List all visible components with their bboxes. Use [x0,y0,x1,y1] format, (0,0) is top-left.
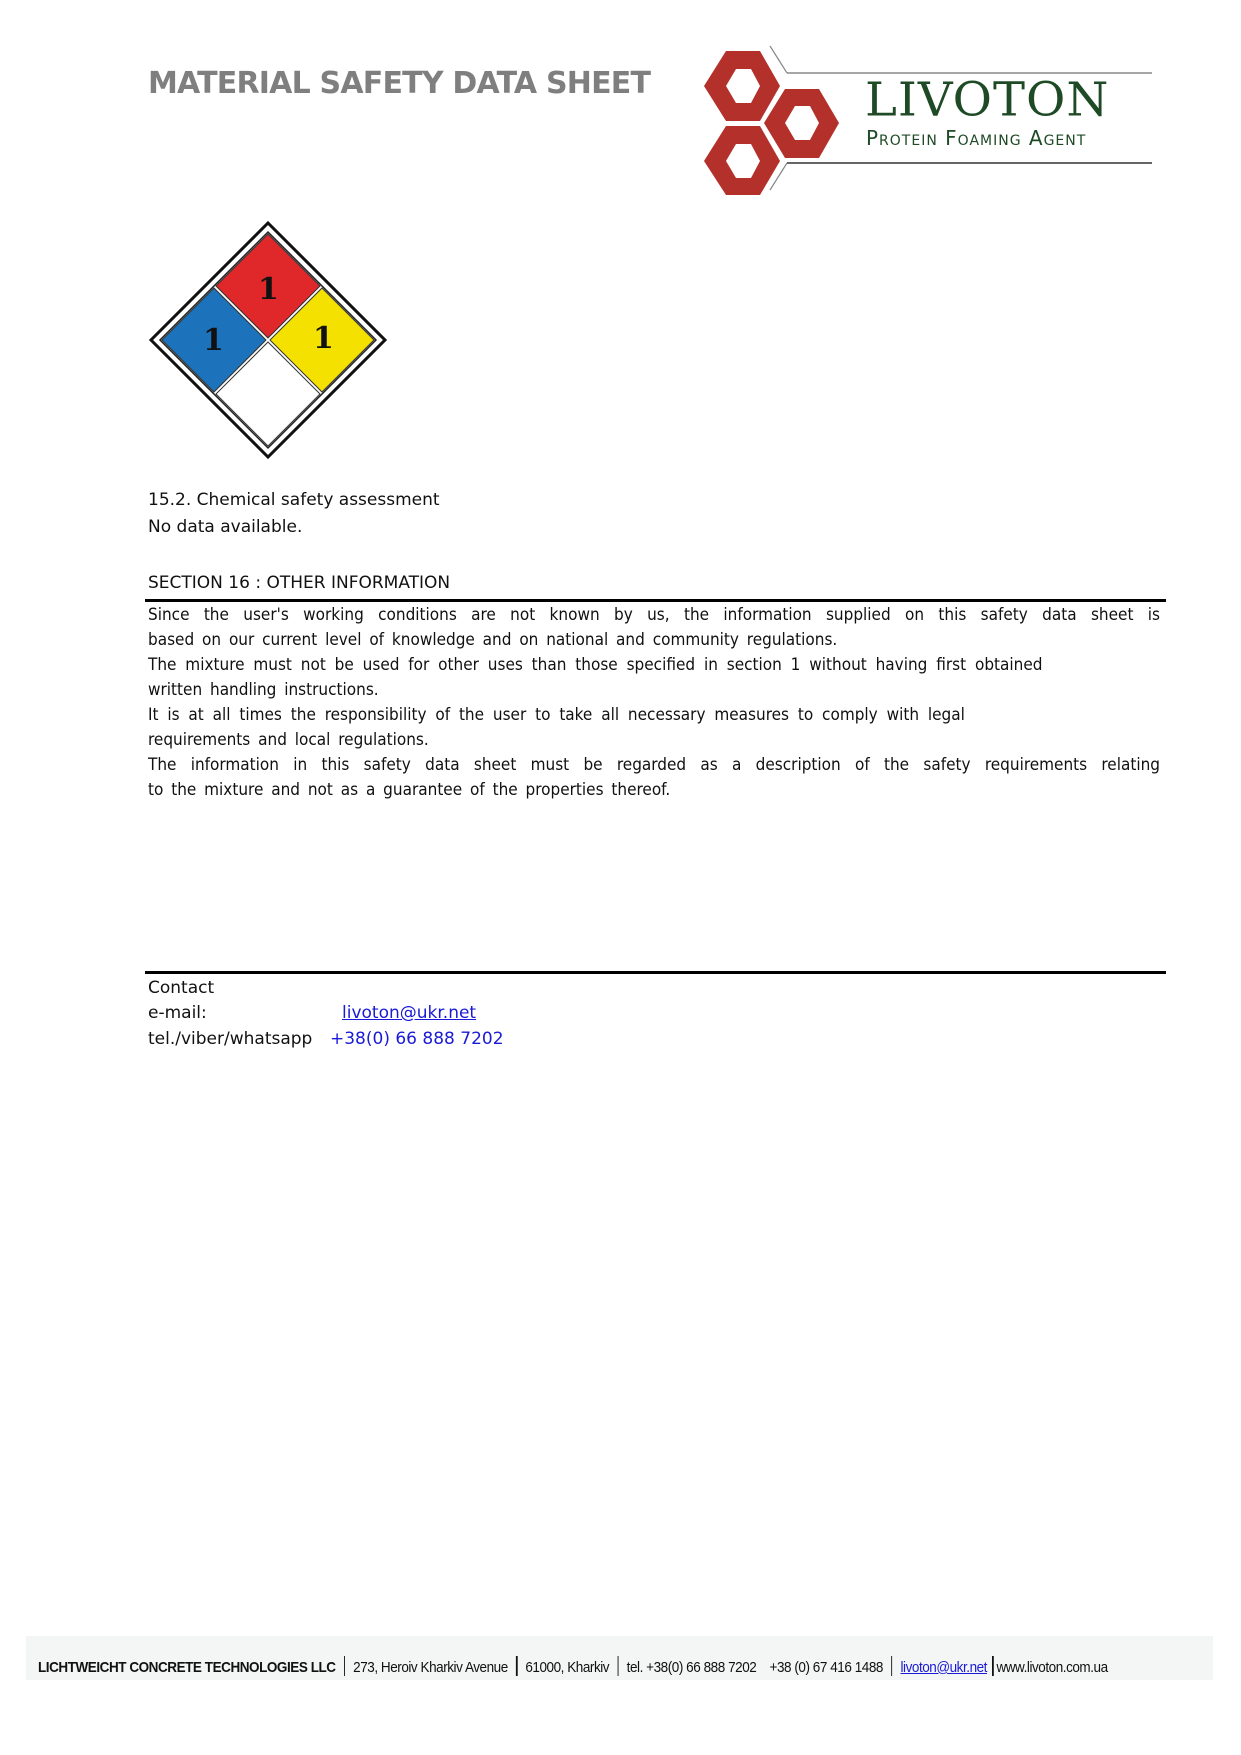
paragraph-line: The mixture must not be used for other uses than those specified in section 1 without having first obtained [148,655,1043,675]
paragraph-line: The information in this safety data sheet must be regarded as a description of the safety requirements relating [148,755,1160,775]
footer-company: LICHTWEICHT CONCRETE TECHNOLOGIES LLC [38,1659,336,1676]
contact-divider [145,971,1166,974]
logo-name: LIVOTON [865,72,1110,128]
paragraph-line: written handling instructions. [148,680,379,700]
footer-separator [992,1656,993,1676]
section-15-2-heading: 15.2. Chemical safety assessment [148,490,440,510]
section-15-2-text: No data available. [148,517,303,537]
flammability-rating: 1 [258,272,279,307]
reactivity-rating: 1 [313,321,334,356]
nfpa-hazard-diamond [148,220,388,460]
paragraph-line: based on our current level of knowledge and on national and community regulations. [148,630,838,650]
paragraph-line: Since the user's working conditions are not known by us, the information supplied on this safety data sheet is [148,605,1160,625]
paragraph-line: requirements and local regulations. [148,730,429,750]
paragraph-line: to the mixture and not as a guarantee of the properties thereof. [148,780,671,800]
section-16-heading: SECTION 16 : OTHER INFORMATION [148,573,451,593]
contact-phone: +38(0) 66 888 7202 [330,1029,504,1049]
page-footer [26,1636,1213,1680]
contact-heading: Contact [148,978,215,998]
livoton-logo [690,40,1160,200]
footer-separator [516,1656,517,1676]
health-rating: 1 [203,323,224,358]
phone-label: tel./viber/whatsapp [148,1029,313,1049]
footer-address: 273, Heroiv Kharkiv Avenue [353,1659,508,1676]
document-title: MATERIAL SAFETY DATA SHEET [148,66,651,101]
nfpa-diamond-icon [148,220,388,460]
section-divider [145,599,1166,602]
footer-website[interactable]: www.livoton.com.ua [996,1659,1108,1676]
logo-tagline: Protein Foaming Agent [866,126,1087,150]
footer-separator [344,1656,345,1676]
footer-separator [891,1656,892,1676]
paragraph-line: It is at all times the responsibility of the user to take all necessary measures to comply with legal [148,705,965,725]
footer-separator [617,1656,618,1676]
footer-phones: tel. +38(0) 66 888 7202 +38 (0) 67 416 1488 [626,1659,883,1676]
footer-city: 61000, Kharkiv [525,1659,610,1676]
section-16-text [148,603,1160,803]
contact-email-link[interactable]: livoton@ukr.net [342,1003,477,1023]
footer-line [38,1656,1108,1676]
footer-email-link[interactable]: livoton@ukr.net [900,1659,987,1676]
email-label: e-mail: [148,1003,207,1023]
